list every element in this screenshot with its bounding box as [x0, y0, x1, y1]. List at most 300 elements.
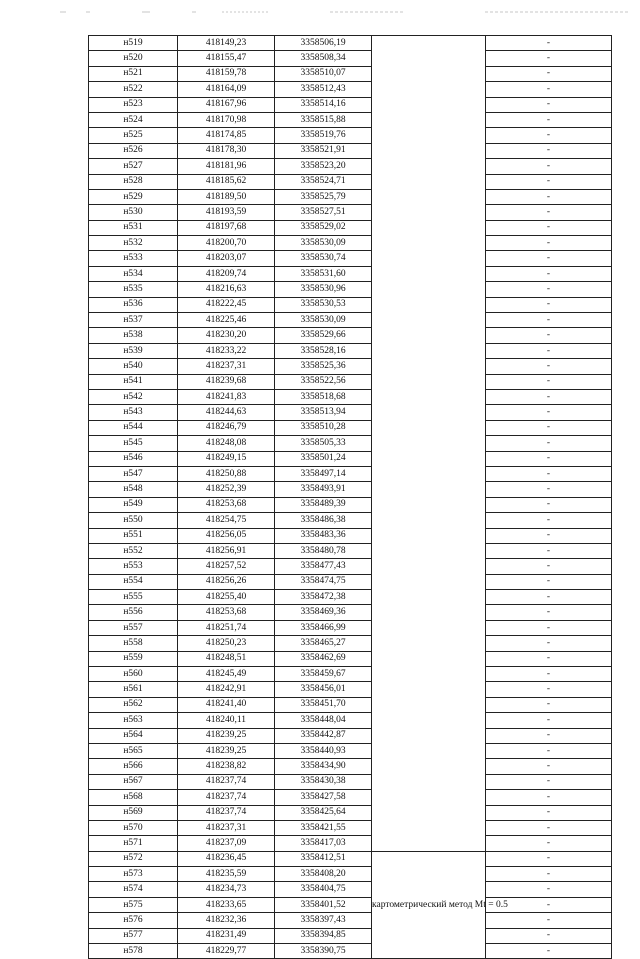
y-coordinate-cell: 3358530,09	[275, 313, 372, 328]
y-coordinate-cell: 3358425,64	[275, 805, 372, 820]
x-coordinate-cell: 418189,50	[178, 189, 275, 204]
y-coordinate-cell: 3358421,55	[275, 820, 372, 835]
table-row	[89, 682, 612, 697]
accuracy-cell: -	[486, 282, 612, 297]
x-coordinate-cell: 418216,63	[178, 282, 275, 297]
point-name-cell: н532	[89, 236, 178, 251]
x-coordinate-cell: 418237,09	[178, 836, 275, 851]
point-name-cell: н568	[89, 790, 178, 805]
point-name-cell: н521	[89, 66, 178, 81]
x-coordinate-cell: 418237,74	[178, 805, 275, 820]
accuracy-cell: -	[486, 897, 612, 912]
y-coordinate-cell: 3358506,19	[275, 36, 372, 51]
y-coordinate-cell: 3358489,39	[275, 497, 372, 512]
table-row	[89, 436, 612, 451]
accuracy-cell: -	[486, 66, 612, 81]
accuracy-cell: -	[486, 543, 612, 558]
accuracy-cell: -	[486, 313, 612, 328]
table-row	[89, 374, 612, 389]
table-row	[89, 189, 612, 204]
y-coordinate-cell: 3358394,85	[275, 928, 372, 943]
y-coordinate-cell: 3358518,68	[275, 389, 372, 404]
table-row	[89, 620, 612, 635]
accuracy-cell: -	[486, 713, 612, 728]
accuracy-cell: -	[486, 497, 612, 512]
table-row	[89, 851, 612, 866]
point-name-cell: н553	[89, 559, 178, 574]
point-name-cell: н537	[89, 313, 178, 328]
point-name-cell: н530	[89, 205, 178, 220]
table-row	[89, 112, 612, 127]
accuracy-cell: -	[486, 405, 612, 420]
y-coordinate-cell: 3358523,20	[275, 159, 372, 174]
accuracy-cell: -	[486, 389, 612, 404]
x-coordinate-cell: 418209,74	[178, 266, 275, 281]
accuracy-cell: -	[486, 112, 612, 127]
x-coordinate-cell: 418149,23	[178, 36, 275, 51]
table-row	[89, 451, 612, 466]
table-row	[89, 944, 612, 959]
x-coordinate-cell: 418230,20	[178, 328, 275, 343]
y-coordinate-cell: 3358531,60	[275, 266, 372, 281]
y-coordinate-cell: 3358510,07	[275, 66, 372, 81]
point-name-cell: н522	[89, 82, 178, 97]
x-coordinate-cell: 418236,45	[178, 851, 275, 866]
accuracy-cell: -	[486, 867, 612, 882]
point-name-cell: н529	[89, 189, 178, 204]
x-coordinate-cell: 418185,62	[178, 174, 275, 189]
y-coordinate-cell: 3358524,71	[275, 174, 372, 189]
accuracy-cell: -	[486, 374, 612, 389]
y-coordinate-cell: 3358397,43	[275, 913, 372, 928]
y-coordinate-cell: 3358513,94	[275, 405, 372, 420]
x-coordinate-cell: 418239,25	[178, 728, 275, 743]
y-coordinate-cell: 3358390,75	[275, 944, 372, 959]
y-coordinate-cell: 3358519,76	[275, 128, 372, 143]
point-name-cell: н569	[89, 805, 178, 820]
y-coordinate-cell: 3358404,75	[275, 882, 372, 897]
y-coordinate-cell: 3358434,90	[275, 759, 372, 774]
point-name-cell: н543	[89, 405, 178, 420]
table-row	[89, 636, 612, 651]
point-name-cell: н525	[89, 128, 178, 143]
y-coordinate-cell: 3358465,27	[275, 636, 372, 651]
point-name-cell: н524	[89, 112, 178, 127]
x-coordinate-cell: 418239,25	[178, 743, 275, 758]
y-coordinate-cell: 3358412,51	[275, 851, 372, 866]
x-coordinate-cell: 418250,88	[178, 466, 275, 481]
x-coordinate-cell: 418231,49	[178, 928, 275, 943]
accuracy-cell: -	[486, 466, 612, 481]
table-row	[89, 143, 612, 158]
point-name-cell: н570	[89, 820, 178, 835]
point-name-cell: н554	[89, 574, 178, 589]
accuracy-cell: -	[486, 790, 612, 805]
point-name-cell: н542	[89, 389, 178, 404]
y-coordinate-cell: 3358440,93	[275, 743, 372, 758]
x-coordinate-cell: 418174,85	[178, 128, 275, 143]
x-coordinate-cell: 418252,39	[178, 482, 275, 497]
y-coordinate-cell: 3358508,34	[275, 51, 372, 66]
table-row	[89, 897, 612, 912]
point-name-cell: н573	[89, 867, 178, 882]
table-row	[89, 297, 612, 312]
accuracy-cell: -	[486, 759, 612, 774]
accuracy-cell: -	[486, 728, 612, 743]
table-row	[89, 928, 612, 943]
accuracy-cell: -	[486, 251, 612, 266]
accuracy-cell: -	[486, 82, 612, 97]
y-coordinate-cell: 3358472,38	[275, 590, 372, 605]
accuracy-cell: -	[486, 436, 612, 451]
y-coordinate-cell: 3358525,79	[275, 189, 372, 204]
x-coordinate-cell: 418254,75	[178, 513, 275, 528]
accuracy-cell: -	[486, 667, 612, 682]
x-coordinate-cell: 418193,59	[178, 205, 275, 220]
accuracy-cell: -	[486, 174, 612, 189]
table-row	[89, 36, 612, 51]
accuracy-cell: -	[486, 220, 612, 235]
table-row	[89, 574, 612, 589]
accuracy-cell: -	[486, 451, 612, 466]
point-name-cell: н541	[89, 374, 178, 389]
accuracy-cell: -	[486, 636, 612, 651]
x-coordinate-cell: 418256,26	[178, 574, 275, 589]
x-coordinate-cell: 418235,59	[178, 867, 275, 882]
x-coordinate-cell: 418256,05	[178, 528, 275, 543]
y-coordinate-cell: 3358462,69	[275, 651, 372, 666]
x-coordinate-cell: 418167,96	[178, 97, 275, 112]
table-row	[89, 913, 612, 928]
x-coordinate-cell: 418256,91	[178, 543, 275, 558]
point-name-cell: н572	[89, 851, 178, 866]
y-coordinate-cell: 3358480,78	[275, 543, 372, 558]
table-row	[89, 774, 612, 789]
table-row	[89, 559, 612, 574]
y-coordinate-cell: 3358456,01	[275, 682, 372, 697]
table-row	[89, 313, 612, 328]
x-coordinate-cell: 418170,98	[178, 112, 275, 127]
table-row	[89, 205, 612, 220]
x-coordinate-cell: 418233,22	[178, 343, 275, 358]
accuracy-cell: -	[486, 328, 612, 343]
accuracy-cell: -	[486, 559, 612, 574]
accuracy-cell: -	[486, 697, 612, 712]
y-coordinate-cell: 3358530,09	[275, 236, 372, 251]
table-row	[89, 51, 612, 66]
y-coordinate-cell: 3358466,99	[275, 620, 372, 635]
table-row	[89, 820, 612, 835]
point-name-cell: н533	[89, 251, 178, 266]
y-coordinate-cell: 3358529,66	[275, 328, 372, 343]
table-row	[89, 282, 612, 297]
method-cell: картометрический метод Mt = 0.5	[372, 851, 486, 959]
point-name-cell: н531	[89, 220, 178, 235]
point-name-cell: н547	[89, 466, 178, 481]
table-row	[89, 82, 612, 97]
accuracy-cell: -	[486, 882, 612, 897]
point-name-cell: н545	[89, 436, 178, 451]
x-coordinate-cell: 418237,74	[178, 774, 275, 789]
accuracy-cell: -	[486, 36, 612, 51]
x-coordinate-cell: 418181,96	[178, 159, 275, 174]
y-coordinate-cell: 3358430,38	[275, 774, 372, 789]
y-coordinate-cell: 3358510,28	[275, 420, 372, 435]
accuracy-cell: -	[486, 605, 612, 620]
point-name-cell: н538	[89, 328, 178, 343]
point-name-cell: н546	[89, 451, 178, 466]
table-row	[89, 359, 612, 374]
y-coordinate-cell: 3358525,36	[275, 359, 372, 374]
point-name-cell: н576	[89, 913, 178, 928]
x-coordinate-cell: 418257,52	[178, 559, 275, 574]
table-row	[89, 651, 612, 666]
point-name-cell: н578	[89, 944, 178, 959]
table-row	[89, 482, 612, 497]
x-coordinate-cell: 418241,83	[178, 389, 275, 404]
y-coordinate-cell: 3358448,04	[275, 713, 372, 728]
table-row	[89, 605, 612, 620]
y-coordinate-cell: 3358474,75	[275, 574, 372, 589]
point-name-cell: н539	[89, 343, 178, 358]
y-coordinate-cell: 3358501,24	[275, 451, 372, 466]
x-coordinate-cell: 418238,82	[178, 759, 275, 774]
point-name-cell: н555	[89, 590, 178, 605]
point-name-cell: н544	[89, 420, 178, 435]
coordinates-table-body	[89, 36, 612, 959]
y-coordinate-cell: 3358427,58	[275, 790, 372, 805]
point-name-cell: н540	[89, 359, 178, 374]
y-coordinate-cell: 3358527,51	[275, 205, 372, 220]
table-row	[89, 251, 612, 266]
point-name-cell: н577	[89, 928, 178, 943]
y-coordinate-cell: 3358521,91	[275, 143, 372, 158]
x-coordinate-cell: 418242,91	[178, 682, 275, 697]
y-coordinate-cell: 3358530,96	[275, 282, 372, 297]
x-coordinate-cell: 418245,49	[178, 667, 275, 682]
y-coordinate-cell: 3358477,43	[275, 559, 372, 574]
accuracy-cell: -	[486, 128, 612, 143]
accuracy-cell: -	[486, 574, 612, 589]
point-name-cell: н565	[89, 743, 178, 758]
accuracy-cell: -	[486, 159, 612, 174]
table-row	[89, 343, 612, 358]
point-name-cell: н560	[89, 667, 178, 682]
table-row	[89, 728, 612, 743]
point-name-cell: н549	[89, 497, 178, 512]
x-coordinate-cell: 418237,31	[178, 359, 275, 374]
point-name-cell: н561	[89, 682, 178, 697]
y-coordinate-cell: 3358493,91	[275, 482, 372, 497]
x-coordinate-cell: 418155,47	[178, 51, 275, 66]
accuracy-cell: -	[486, 143, 612, 158]
accuracy-cell: -	[486, 651, 612, 666]
point-name-cell: н519	[89, 36, 178, 51]
accuracy-cell: -	[486, 682, 612, 697]
table-row	[89, 66, 612, 81]
y-coordinate-cell: 3358483,36	[275, 528, 372, 543]
x-coordinate-cell: 418249,15	[178, 451, 275, 466]
x-coordinate-cell: 418225,46	[178, 313, 275, 328]
accuracy-cell: -	[486, 297, 612, 312]
x-coordinate-cell: 418222,45	[178, 297, 275, 312]
accuracy-cell: -	[486, 913, 612, 928]
point-name-cell: н526	[89, 143, 178, 158]
point-name-cell: н520	[89, 51, 178, 66]
y-coordinate-cell: 3358512,43	[275, 82, 372, 97]
x-coordinate-cell: 418244,63	[178, 405, 275, 420]
table-row	[89, 713, 612, 728]
y-coordinate-cell: 3358505,33	[275, 436, 372, 451]
table-row	[89, 328, 612, 343]
accuracy-cell: -	[486, 51, 612, 66]
x-coordinate-cell: 418241,40	[178, 697, 275, 712]
x-coordinate-cell: 418237,31	[178, 820, 275, 835]
x-coordinate-cell: 418229,77	[178, 944, 275, 959]
point-name-cell: н571	[89, 836, 178, 851]
x-coordinate-cell: 418248,08	[178, 436, 275, 451]
table-row	[89, 513, 612, 528]
x-coordinate-cell: 418248,51	[178, 651, 275, 666]
accuracy-cell: -	[486, 743, 612, 758]
x-coordinate-cell: 418251,74	[178, 620, 275, 635]
y-coordinate-cell: 3358417,03	[275, 836, 372, 851]
x-coordinate-cell: 418255,40	[178, 590, 275, 605]
table-row	[89, 266, 612, 281]
table-row	[89, 697, 612, 712]
point-name-cell: н564	[89, 728, 178, 743]
table-row	[89, 466, 612, 481]
point-name-cell: н527	[89, 159, 178, 174]
point-name-cell: н562	[89, 697, 178, 712]
x-coordinate-cell: 418239,68	[178, 374, 275, 389]
table-row	[89, 867, 612, 882]
table-row	[89, 790, 612, 805]
x-coordinate-cell: 418234,73	[178, 882, 275, 897]
y-coordinate-cell: 3358401,52	[275, 897, 372, 912]
accuracy-cell: -	[486, 513, 612, 528]
y-coordinate-cell: 3358530,74	[275, 251, 372, 266]
table-row	[89, 389, 612, 404]
x-coordinate-cell: 418203,07	[178, 251, 275, 266]
accuracy-cell: -	[486, 189, 612, 204]
y-coordinate-cell: 3358451,70	[275, 697, 372, 712]
y-coordinate-cell: 3358528,16	[275, 343, 372, 358]
y-coordinate-cell: 3358442,87	[275, 728, 372, 743]
y-coordinate-cell: 3358486,38	[275, 513, 372, 528]
point-name-cell: н551	[89, 528, 178, 543]
x-coordinate-cell: 418240,11	[178, 713, 275, 728]
point-name-cell: н566	[89, 759, 178, 774]
table-row	[89, 128, 612, 143]
x-coordinate-cell: 418250,23	[178, 636, 275, 651]
table-row	[89, 420, 612, 435]
accuracy-cell: -	[486, 266, 612, 281]
point-name-cell: н523	[89, 97, 178, 112]
y-coordinate-cell: 3358522,56	[275, 374, 372, 389]
y-coordinate-cell: 3358497,14	[275, 466, 372, 481]
accuracy-cell: -	[486, 944, 612, 959]
y-coordinate-cell: 3358529,02	[275, 220, 372, 235]
accuracy-cell: -	[486, 851, 612, 866]
point-name-cell: н534	[89, 266, 178, 281]
accuracy-cell: -	[486, 205, 612, 220]
point-name-cell: н528	[89, 174, 178, 189]
accuracy-cell: -	[486, 805, 612, 820]
x-coordinate-cell: 418200,70	[178, 236, 275, 251]
table-row	[89, 236, 612, 251]
x-coordinate-cell: 418159,78	[178, 66, 275, 81]
y-coordinate-cell: 3358530,53	[275, 297, 372, 312]
accuracy-cell: -	[486, 620, 612, 635]
table-row	[89, 497, 612, 512]
x-coordinate-cell: 418178,30	[178, 143, 275, 158]
accuracy-cell: -	[486, 820, 612, 835]
point-name-cell: н563	[89, 713, 178, 728]
accuracy-cell: -	[486, 359, 612, 374]
table-row	[89, 97, 612, 112]
table-row	[89, 543, 612, 558]
accuracy-cell: -	[486, 482, 612, 497]
accuracy-cell: -	[486, 836, 612, 851]
x-coordinate-cell: 418253,68	[178, 605, 275, 620]
table-row	[89, 759, 612, 774]
table-row	[89, 667, 612, 682]
y-coordinate-cell: 3358459,67	[275, 667, 372, 682]
table-row	[89, 174, 612, 189]
x-coordinate-cell: 418237,74	[178, 790, 275, 805]
y-coordinate-cell: 3358469,36	[275, 605, 372, 620]
x-coordinate-cell: 418253,68	[178, 497, 275, 512]
accuracy-cell: -	[486, 590, 612, 605]
table-row	[89, 590, 612, 605]
accuracy-cell: -	[486, 928, 612, 943]
coordinates-table	[88, 35, 612, 959]
point-name-cell: н548	[89, 482, 178, 497]
point-name-cell: н557	[89, 620, 178, 635]
x-coordinate-cell: 418233,65	[178, 897, 275, 912]
x-coordinate-cell: 418197,68	[178, 220, 275, 235]
x-coordinate-cell: 418246,79	[178, 420, 275, 435]
point-name-cell: н536	[89, 297, 178, 312]
table-row	[89, 159, 612, 174]
point-name-cell: н575	[89, 897, 178, 912]
y-coordinate-cell: 3358408,20	[275, 867, 372, 882]
table-row	[89, 836, 612, 851]
table-row	[89, 405, 612, 420]
point-name-cell: н535	[89, 282, 178, 297]
table-row	[89, 528, 612, 543]
table-row	[89, 220, 612, 235]
x-coordinate-cell: 418164,09	[178, 82, 275, 97]
x-coordinate-cell: 418232,36	[178, 913, 275, 928]
table-row	[89, 805, 612, 820]
point-name-cell: н550	[89, 513, 178, 528]
point-name-cell: н558	[89, 636, 178, 651]
point-name-cell: н559	[89, 651, 178, 666]
point-name-cell: н574	[89, 882, 178, 897]
point-name-cell: н556	[89, 605, 178, 620]
accuracy-cell: -	[486, 774, 612, 789]
y-coordinate-cell: 3358515,88	[275, 112, 372, 127]
accuracy-cell: -	[486, 97, 612, 112]
method-cell-empty	[372, 36, 486, 852]
point-name-cell: н552	[89, 543, 178, 558]
accuracy-cell: -	[486, 343, 612, 358]
y-coordinate-cell: 3358514,16	[275, 97, 372, 112]
accuracy-cell: -	[486, 236, 612, 251]
table-row	[89, 743, 612, 758]
